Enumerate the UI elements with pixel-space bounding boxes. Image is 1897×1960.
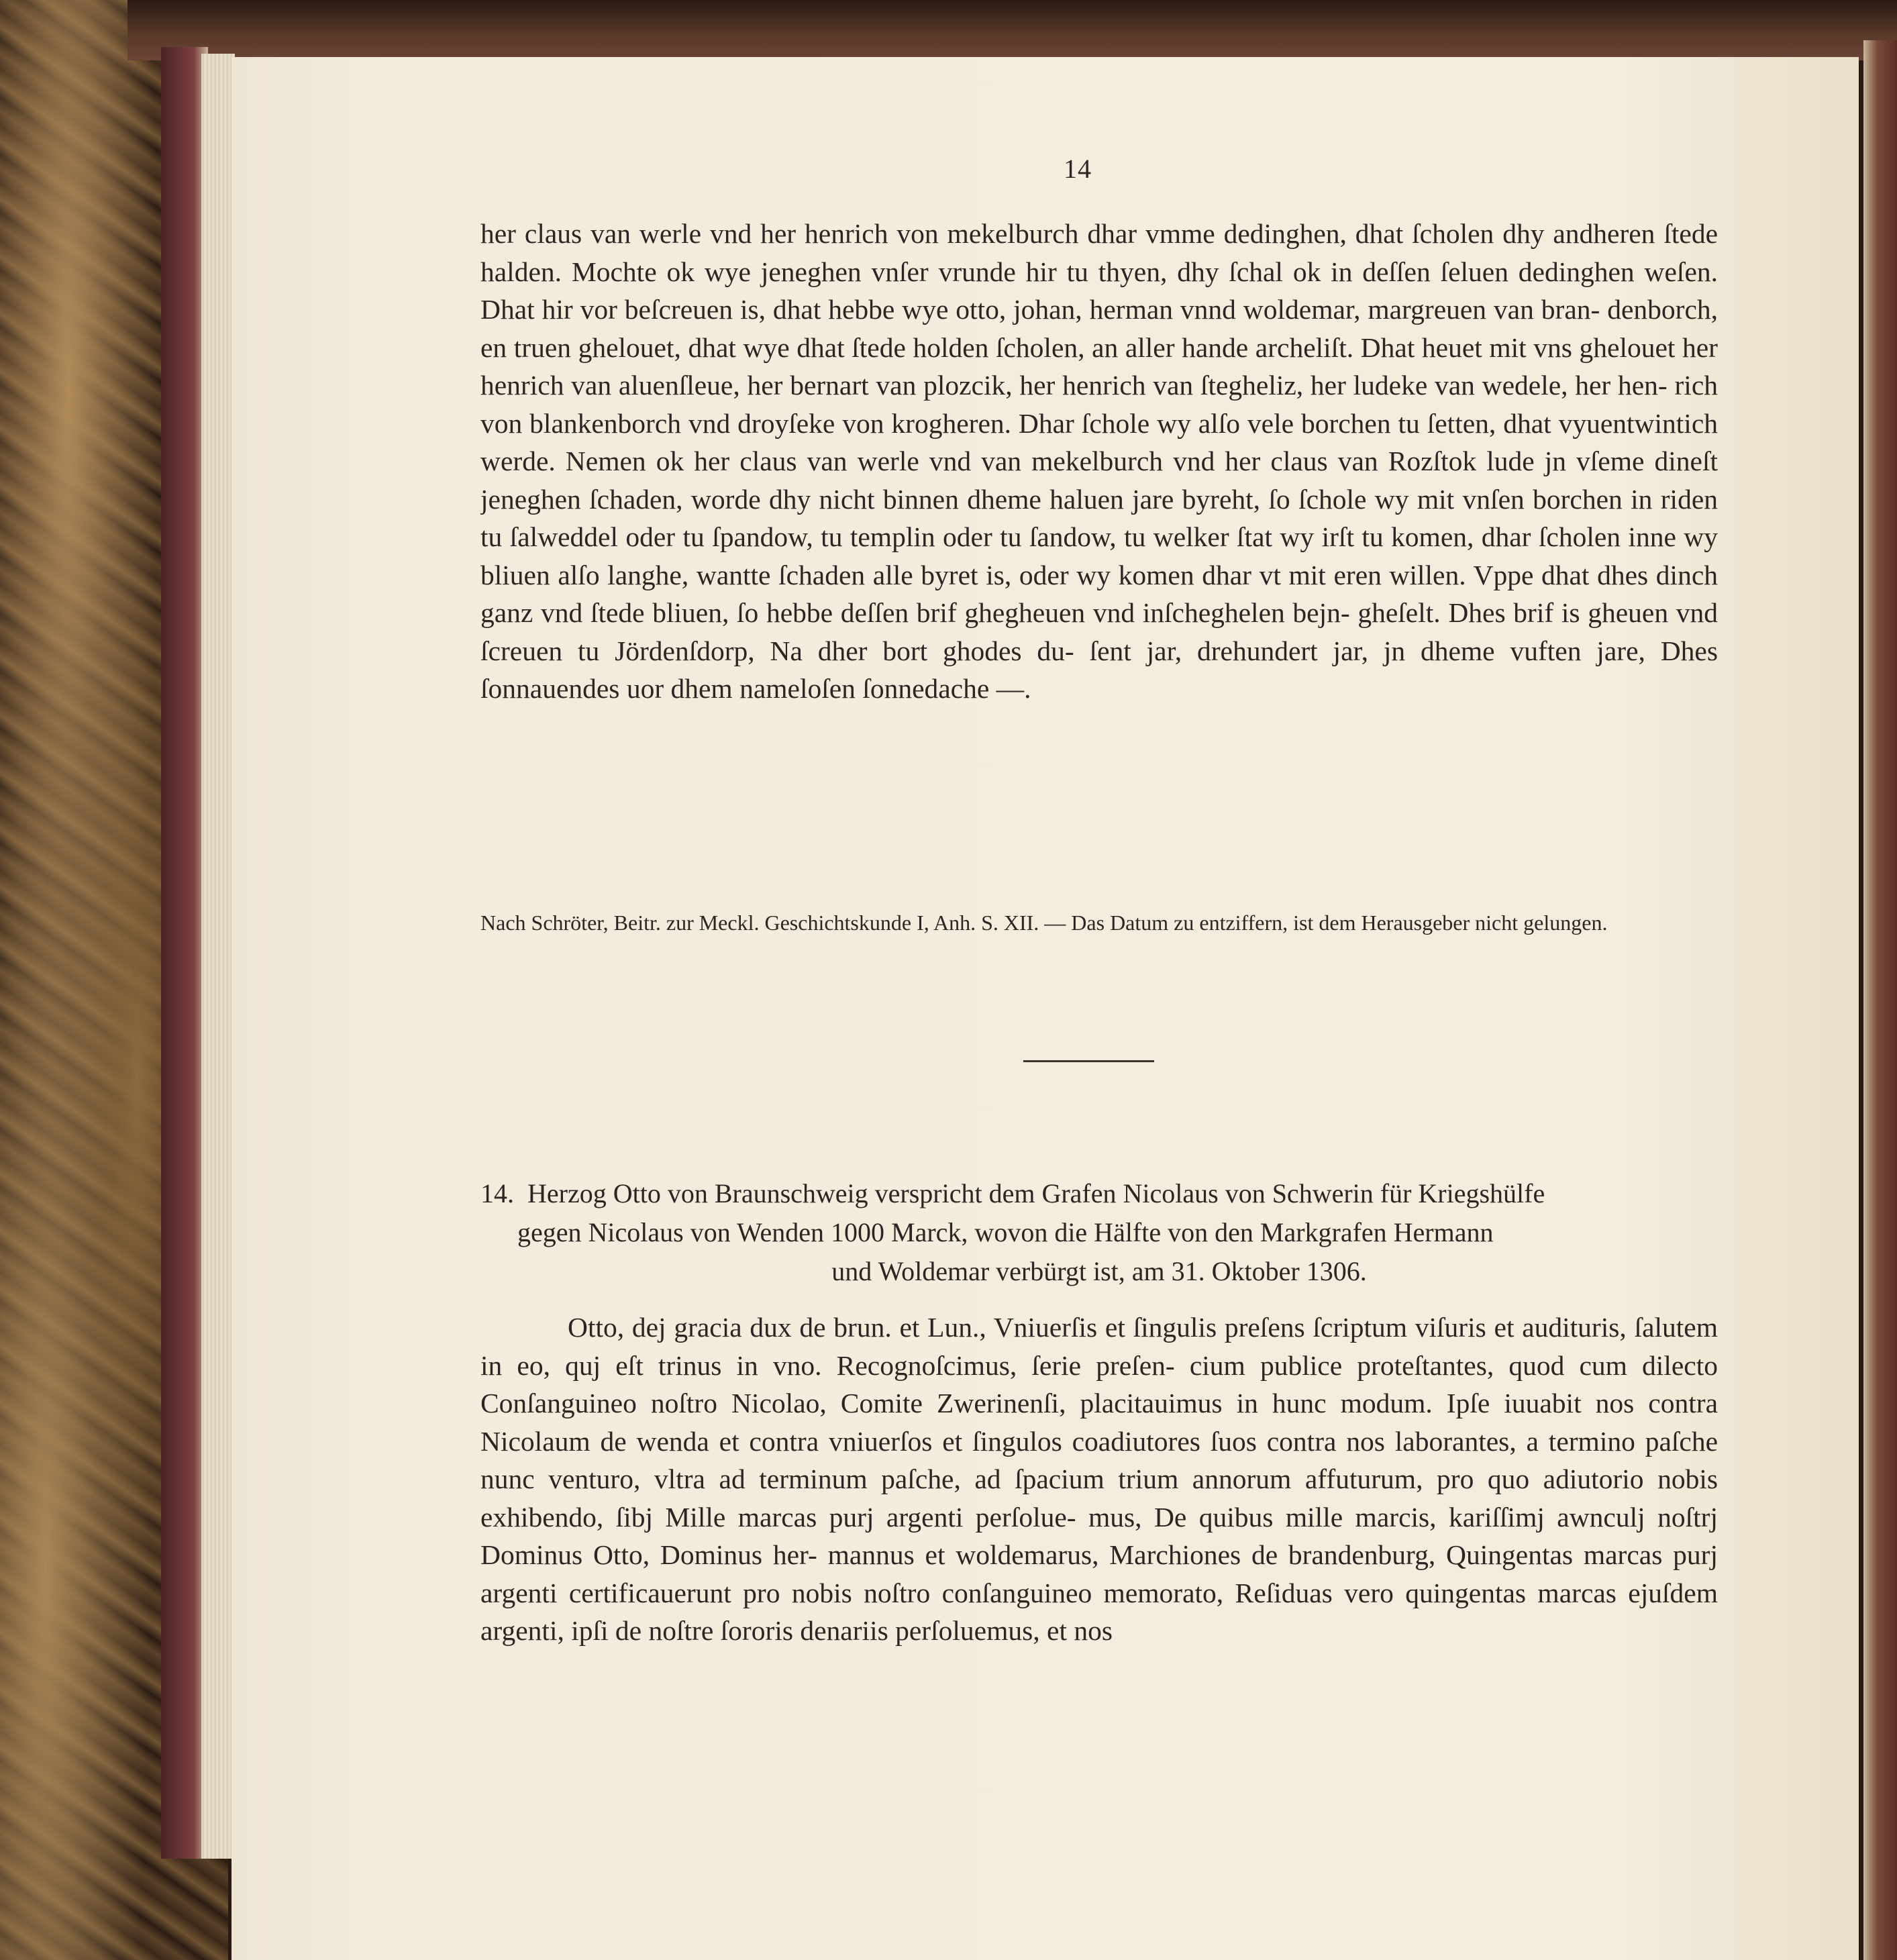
- book-cover-right: [1863, 40, 1897, 1960]
- body-paragraph-2: Otto, dej gracia dux de brun. et Lun., Vniuerſis et ſingulis preſens ſcriptum viſuris et audituris, ſalutem in eo, quj eſt trinus in vno. Recognoſcimus, ſerie preſen- cium publice proteſtantes, quod cum dilecto Conſanguineo noſtro Nicolao, Comite Zwerinenſi, placitauimus in hunc modum. Ipſe iuuabit nos contra Nicolaum de wenda et contra vniuerſos et ſingulos coadiutores ſuos contra nos laborantes, a termino paſche nunc venturo, vltra ad terminum paſche, ad ſpacium trium annorum affuturum, pro quo adiutorio nobis exhibendo, ſibj Mille marcas purj argenti perſolue- mus, De quibus mille marcis, kariſſimj awnculj noſtrj Dominus Otto, Dominus her- mannus et woldemarus, Marchiones de brandenburg, Quingentas marcas purj argenti certificauerunt pro nobis noſtro conſanguineo memorato, Reſiduas vero quingentas marcas ejuſdem argenti, ipſi de noſtre ſororis denariis perſoluemus, et nos: [480, 1312, 1718, 1646]
- source-footnote: Nach Schröter, Beitr. zur Meckl. Geschichtskunde I, Anh. S. XII. — Das Datum zu entziffern, ist dem Herausgeber nicht gelungen.: [480, 911, 1608, 935]
- document-heading: [480, 1174, 1718, 1291]
- heading-line-2: gegen Nicolaus von Wenden 1000 Marck, wovon die Hälfte von den Markgrafen Hermann: [517, 1217, 1494, 1247]
- section-divider: [1023, 1060, 1154, 1062]
- heading-line-3: und Woldemar verbürgt ist, am 31. Oktober 1306.: [831, 1256, 1367, 1286]
- document-number: 14.: [480, 1178, 514, 1208]
- page-block-edges: [201, 54, 235, 1859]
- page-number: 14: [1064, 154, 1092, 184]
- heading-line-1: Herzog Otto von Braunschweig verspricht dem Grafen Nicolaus von Schwerin für Kriegshülfe: [527, 1178, 1545, 1208]
- body-paragraph-1: her claus van werle vnd her henrich von mekelburch dhar vmme dedinghen, dhat ſcholen dhy andheren ſtede halden. Mochte ok wye jeneghen vnſer vrunde hir tu thyen, dhy ſchal ok in deſſen ſeluen dedinghen weſen. Dhat hir vor beſcreuen is, dhat hebbe wye otto, johan, herman vnnd woldemar, margreuen van bran- denborch, en truen ghelouet, dhat wye dhat ſtede holden ſcholen, an aller hande archeliſt. Dhat heuet mit vns ghelouet her henrich van aluenſleue, her bernart van plozcik, her henrich van ſtegheliz, her ludeke van wedele, her hen- rich von blankenborch vnd droyſeke von krogheren. Dhar ſchole wy alſo vele borchen tu ſetten, dhat vyuentwintich werde. Nemen ok her claus van werle vnd van mekelburch vnd her claus van Rozſtok lude jn vſeme dineſt jeneghen ſchaden, worde dhy nicht binnen dheme haluen jare byreht, ſo ſchole wy mit vnſen borchen in riden tu ſalweddel oder tu ſpandow, tu templin oder tu ſandow, tu welker ſtat wy irſt tu komen, dhar ſcholen inne wy bliuen alſo langhe, wantte ſchaden alle byret is, oder wy komen dhar vt mit eren willen. Vppe dhat dhes dinch ganz vnd ſtede bliuen, ſo hebbe deſſen brif ghegheuen vnd inſcheghelen bejn- gheſelt. Dhes brif is gheuen vnd ſcreuen tu Jördenſdorp, Na dher bort ghodes du- ſent jar, drehundert jar, jn dheme vuften jare, Dhes ſonnauendes uor dhem nameloſen ſonnedache —.: [480, 218, 1718, 704]
- book-cover-top: [127, 0, 1897, 60]
